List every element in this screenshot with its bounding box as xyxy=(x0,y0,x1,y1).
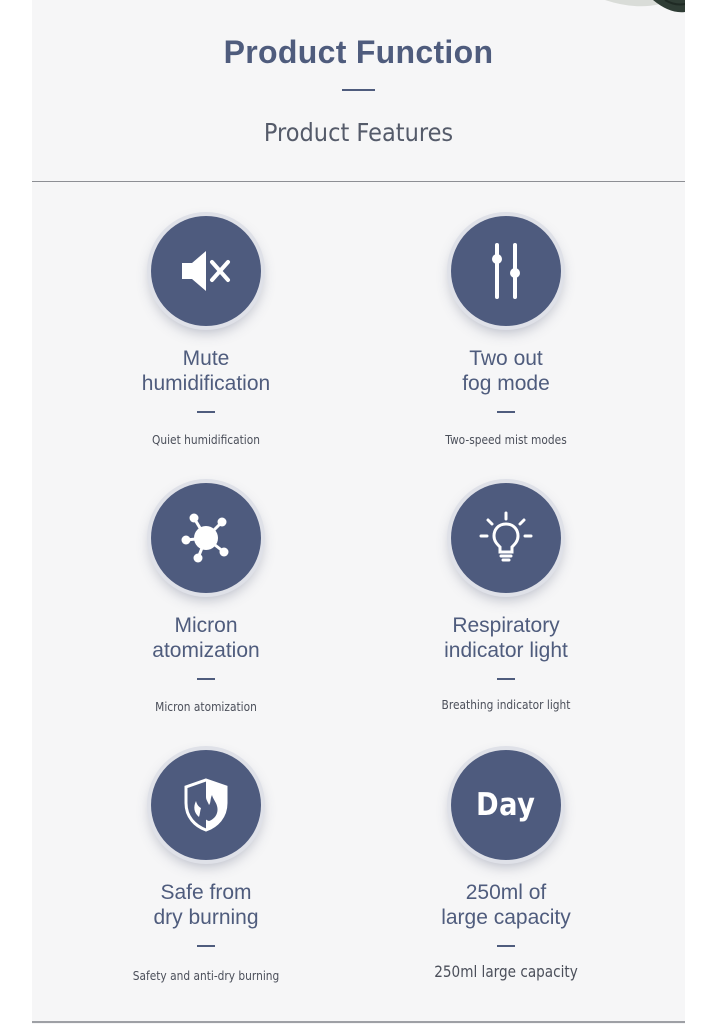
page-title: Product Function xyxy=(223,34,494,70)
feature-name: Two out fog mode xyxy=(462,347,550,395)
feature-dash xyxy=(497,945,515,947)
feature-name: Respiratory indicator light xyxy=(444,614,568,662)
feature-description: Breathing indicator light xyxy=(441,697,571,712)
page-subtitle: Product Features xyxy=(263,118,454,147)
mute-speaker-icon xyxy=(176,246,236,296)
feature-dash xyxy=(497,678,515,680)
features-panel xyxy=(32,0,685,1024)
feature-name: Safe from dry burning xyxy=(153,881,259,929)
feature-description: Micron atomization xyxy=(155,699,257,714)
feature-name: 250ml of large capacity xyxy=(441,881,571,929)
feature-icon-badge xyxy=(451,483,561,593)
feature-description: Safety and anti-dry burning xyxy=(132,968,280,983)
bottom-divider xyxy=(32,1021,685,1023)
shield-flame-icon xyxy=(181,777,231,833)
feature-icon-badge xyxy=(151,750,261,860)
feature-icon-badge xyxy=(151,483,261,593)
feature-description: Two-speed mist modes xyxy=(445,432,567,447)
feature-dash xyxy=(197,945,215,947)
feature-icon-badge xyxy=(451,750,561,860)
section-divider xyxy=(32,181,685,182)
molecule-icon xyxy=(178,510,234,566)
feature-dash xyxy=(197,678,215,680)
feature-name: Micron atomization xyxy=(152,614,260,662)
feature-dash xyxy=(197,411,215,413)
sliders-icon xyxy=(481,241,531,301)
feature-icon-badge xyxy=(151,216,261,326)
title-underline xyxy=(342,89,375,91)
feature-description: 250ml large capacity xyxy=(434,962,578,981)
day-badge-icon: Day xyxy=(476,787,536,823)
lightbulb-icon xyxy=(478,510,534,566)
feature-name: Mute humidification xyxy=(141,347,271,395)
feature-icon-badge xyxy=(451,216,561,326)
feature-dash xyxy=(497,411,515,413)
feature-description: Quiet humidification xyxy=(151,432,261,447)
